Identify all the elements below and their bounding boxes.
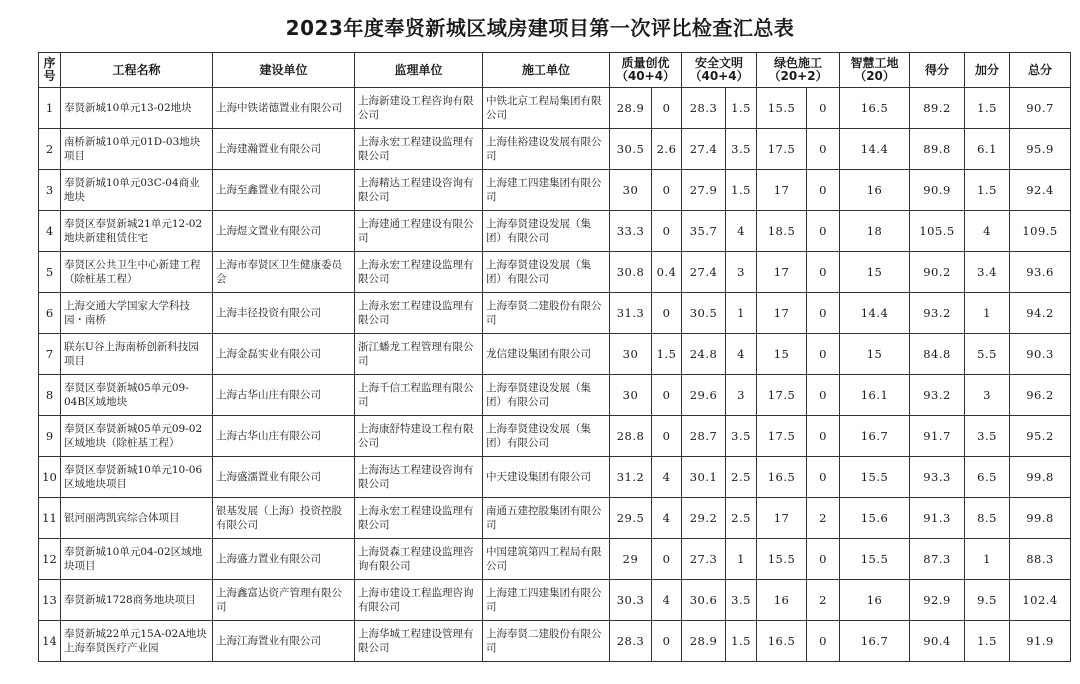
total-cell: 91.9 [1010, 621, 1071, 662]
builder-unit: 上海盛濡置业有限公司 [213, 457, 355, 498]
smart-site-score: 18 [840, 211, 910, 252]
table-row [39, 211, 1071, 252]
builder-unit: 上海古华山庄有限公司 [213, 416, 355, 457]
bonus-cell: 1.5 [965, 170, 1010, 211]
green-bonus: 0 [807, 129, 840, 170]
safety-score: 27.9 [682, 170, 726, 211]
quality-score: 30 [610, 334, 652, 375]
green-bonus: 0 [807, 375, 840, 416]
bonus-cell: 8.5 [965, 498, 1010, 539]
smart-site-score: 16.7 [840, 621, 910, 662]
row-index: 14 [39, 621, 61, 662]
score-cell: 90.2 [910, 252, 965, 293]
green-score: 15.5 [757, 539, 807, 580]
green-score: 17 [757, 252, 807, 293]
table-row [39, 621, 1071, 662]
supervisor-unit: 上海永宏工程建设监理有限公司 [355, 129, 483, 170]
project-name: 奉贤区公共卫生中心新建工程（除桩基工程） [61, 252, 213, 293]
green-score: 17.5 [757, 416, 807, 457]
project-name: 奉贤新城1728商务地块项目 [61, 580, 213, 621]
contractor-unit: 上海奉贤建设发展（集团）有限公司 [483, 375, 610, 416]
project-name: 上海交通大学国家大学科技园・南桥 [61, 293, 213, 334]
row-index: 8 [39, 375, 61, 416]
smart-site-score: 16.1 [840, 375, 910, 416]
total-cell: 95.2 [1010, 416, 1071, 457]
green-bonus: 0 [807, 416, 840, 457]
header-bonus: 加分 [965, 53, 1010, 88]
header-safety: 安全文明（40+4） [682, 53, 757, 88]
score-cell: 93.3 [910, 457, 965, 498]
green-score: 15.5 [757, 88, 807, 129]
project-name: 奉贤新城22单元15A-02A地块上海奉贤医疗产业园 [61, 621, 213, 662]
green-score: 16.5 [757, 621, 807, 662]
safety-bonus: 1 [726, 539, 757, 580]
quality-score: 28.3 [610, 621, 652, 662]
contractor-unit: 中铁北京工程局集团有限公司 [483, 88, 610, 129]
quality-score: 28.8 [610, 416, 652, 457]
page-title: 2023年度奉贤新城区域房建项目第一次评比检查汇总表 [285, 16, 795, 40]
total-cell: 95.9 [1010, 129, 1071, 170]
table-row [39, 334, 1071, 375]
builder-unit: 上海建瀚置业有限公司 [213, 129, 355, 170]
project-name: 奉贤新城10单元13-02地块 [61, 88, 213, 129]
quality-bonus: 1.5 [652, 334, 682, 375]
safety-bonus: 3.5 [726, 580, 757, 621]
project-name: 奉贤新城10单元04-02区域地块项目 [61, 539, 213, 580]
green-score: 16.5 [757, 457, 807, 498]
smart-site-score: 15.5 [840, 457, 910, 498]
score-cell: 90.9 [910, 170, 965, 211]
green-bonus: 0 [807, 621, 840, 662]
quality-bonus: 0.4 [652, 252, 682, 293]
table-row [39, 416, 1071, 457]
quality-bonus: 0 [652, 621, 682, 662]
quality-score: 30.8 [610, 252, 652, 293]
summary-table [38, 52, 1071, 662]
safety-bonus: 3 [726, 375, 757, 416]
total-cell: 94.2 [1010, 293, 1071, 334]
bonus-cell: 6.5 [965, 457, 1010, 498]
header-builder: 建设单位 [213, 53, 355, 88]
green-bonus: 2 [807, 580, 840, 621]
builder-unit: 上海中铁诺德置业有限公司 [213, 88, 355, 129]
bonus-cell: 1.5 [965, 621, 1010, 662]
supervisor-unit: 上海永宏工程建设监理有限公司 [355, 252, 483, 293]
row-index: 3 [39, 170, 61, 211]
quality-score: 30.5 [610, 129, 652, 170]
safety-score: 35.7 [682, 211, 726, 252]
quality-score: 33.3 [610, 211, 652, 252]
bonus-cell: 6.1 [965, 129, 1010, 170]
contractor-unit: 中天建设集团有限公司 [483, 457, 610, 498]
table-row [39, 129, 1071, 170]
safety-score: 27.4 [682, 129, 726, 170]
row-index: 13 [39, 580, 61, 621]
bonus-cell: 1.5 [965, 88, 1010, 129]
project-name: 奉贤新城10单元03C-04商业地块 [61, 170, 213, 211]
score-cell: 92.9 [910, 580, 965, 621]
quality-score: 29.5 [610, 498, 652, 539]
safety-bonus: 4 [726, 211, 757, 252]
quality-bonus: 0 [652, 170, 682, 211]
safety-score: 30.6 [682, 580, 726, 621]
score-cell: 91.3 [910, 498, 965, 539]
score-cell: 91.7 [910, 416, 965, 457]
safety-score: 28.9 [682, 621, 726, 662]
total-cell: 93.6 [1010, 252, 1071, 293]
contractor-unit: 上海奉贤二建股份有限公司 [483, 293, 610, 334]
green-bonus: 0 [807, 293, 840, 334]
supervisor-unit: 上海永宏工程建设监理有限公司 [355, 293, 483, 334]
safety-score: 24.8 [682, 334, 726, 375]
green-score: 17.5 [757, 129, 807, 170]
smart-site-score: 16.5 [840, 88, 910, 129]
smart-site-score: 16.7 [840, 416, 910, 457]
supervisor-unit: 上海新建设工程咨询有限公司 [355, 88, 483, 129]
quality-score: 30 [610, 375, 652, 416]
supervisor-unit: 上海精达工程建设咨询有限公司 [355, 170, 483, 211]
total-cell: 109.5 [1010, 211, 1071, 252]
green-score: 17 [757, 170, 807, 211]
quality-score: 29 [610, 539, 652, 580]
header-score: 得分 [910, 53, 965, 88]
contractor-unit: 上海奉贤建设发展（集团）有限公司 [483, 211, 610, 252]
header-row [39, 53, 1071, 88]
safety-bonus: 1.5 [726, 88, 757, 129]
supervisor-unit: 上海永宏工程建设监理有限公司 [355, 498, 483, 539]
green-bonus: 0 [807, 211, 840, 252]
supervisor-unit: 上海贤森工程建设监理咨询有限公司 [355, 539, 483, 580]
header-quality: 质量创优（40+4） [610, 53, 682, 88]
quality-score: 31.2 [610, 457, 652, 498]
project-name: 奉贤区奉贤新城05单元09-02区域地块（除桩基工程） [61, 416, 213, 457]
safety-bonus: 3.5 [726, 129, 757, 170]
safety-bonus: 2.5 [726, 457, 757, 498]
header-contractor: 施工单位 [483, 53, 610, 88]
quality-bonus: 0 [652, 88, 682, 129]
header-idx: 序号 [39, 53, 61, 88]
score-cell: 89.8 [910, 129, 965, 170]
green-bonus: 0 [807, 170, 840, 211]
row-index: 12 [39, 539, 61, 580]
quality-score: 30.3 [610, 580, 652, 621]
quality-score: 31.3 [610, 293, 652, 334]
score-cell: 93.2 [910, 293, 965, 334]
quality-bonus: 0 [652, 293, 682, 334]
project-name: 奉贤区奉贤新城05单元09-04B区域地块 [61, 375, 213, 416]
safety-bonus: 2.5 [726, 498, 757, 539]
table-row [39, 580, 1071, 621]
table-row [39, 293, 1071, 334]
project-name: 奉贤区奉贤新城21单元12-02地块新建租赁住宅 [61, 211, 213, 252]
table-row [39, 498, 1071, 539]
safety-score: 29.2 [682, 498, 726, 539]
builder-unit: 上海至鑫置业有限公司 [213, 170, 355, 211]
bonus-cell: 3 [965, 375, 1010, 416]
header-total: 总分 [1010, 53, 1071, 88]
safety-score: 29.6 [682, 375, 726, 416]
project-name: 联东U谷上海南桥创新科技园项目 [61, 334, 213, 375]
contractor-unit: 上海奉贤二建股份有限公司 [483, 621, 610, 662]
score-cell: 90.4 [910, 621, 965, 662]
safety-bonus: 4 [726, 334, 757, 375]
header-project: 工程名称 [61, 53, 213, 88]
builder-unit: 上海丰径投资有限公司 [213, 293, 355, 334]
quality-bonus: 0 [652, 416, 682, 457]
safety-score: 28.3 [682, 88, 726, 129]
builder-unit: 上海市奉贤区卫生健康委员会 [213, 252, 355, 293]
green-bonus: 2 [807, 498, 840, 539]
row-index: 4 [39, 211, 61, 252]
smart-site-score: 16 [840, 170, 910, 211]
table-row [39, 539, 1071, 580]
safety-bonus: 3.5 [726, 416, 757, 457]
bonus-cell: 1 [965, 293, 1010, 334]
green-score: 18.5 [757, 211, 807, 252]
supervisor-unit: 上海市建设工程监理咨询有限公司 [355, 580, 483, 621]
total-cell: 92.4 [1010, 170, 1071, 211]
supervisor-unit: 上海建通工程建设有限公司 [355, 211, 483, 252]
contractor-unit: 上海建工四建集团有限公司 [483, 170, 610, 211]
project-name: 银河丽湾凯宾综合体项目 [61, 498, 213, 539]
builder-unit: 上海盛力置业有限公司 [213, 539, 355, 580]
total-cell: 99.8 [1010, 498, 1071, 539]
green-bonus: 0 [807, 334, 840, 375]
row-index: 10 [39, 457, 61, 498]
bonus-cell: 9.5 [965, 580, 1010, 621]
project-name: 南桥新城10单元01D-03地块项目 [61, 129, 213, 170]
safety-score: 27.3 [682, 539, 726, 580]
safety-score: 30.1 [682, 457, 726, 498]
total-cell: 90.7 [1010, 88, 1071, 129]
quality-bonus: 0 [652, 539, 682, 580]
quality-bonus: 0 [652, 211, 682, 252]
builder-unit: 上海古华山庄有限公司 [213, 375, 355, 416]
total-cell: 88.3 [1010, 539, 1071, 580]
row-index: 5 [39, 252, 61, 293]
safety-score: 27.4 [682, 252, 726, 293]
safety-score: 30.5 [682, 293, 726, 334]
green-bonus: 0 [807, 252, 840, 293]
builder-unit: 上海煜文置业有限公司 [213, 211, 355, 252]
smart-site-score: 15.6 [840, 498, 910, 539]
score-cell: 84.8 [910, 334, 965, 375]
contractor-unit: 南通五建控股集团有限公司 [483, 498, 610, 539]
bonus-cell: 3.4 [965, 252, 1010, 293]
green-bonus: 0 [807, 457, 840, 498]
green-bonus: 0 [807, 539, 840, 580]
builder-unit: 上海江海置业有限公司 [213, 621, 355, 662]
row-index: 11 [39, 498, 61, 539]
contractor-unit: 龙信建设集团有限公司 [483, 334, 610, 375]
quality-score: 28.9 [610, 88, 652, 129]
green-score: 16 [757, 580, 807, 621]
smart-site-score: 14.4 [840, 293, 910, 334]
quality-bonus: 2.6 [652, 129, 682, 170]
smart-site-score: 15 [840, 334, 910, 375]
supervisor-unit: 上海康舒特建设工程有限公司 [355, 416, 483, 457]
table-row [39, 88, 1071, 129]
green-score: 17 [757, 498, 807, 539]
contractor-unit: 中国建筑第四工程局有限公司 [483, 539, 610, 580]
quality-bonus: 4 [652, 457, 682, 498]
supervisor-unit: 上海海达工程建设咨询有限公司 [355, 457, 483, 498]
total-cell: 90.3 [1010, 334, 1071, 375]
contractor-unit: 上海奉贤建设发展（集团）有限公司 [483, 416, 610, 457]
builder-unit: 银基发展（上海）投资控股有限公司 [213, 498, 355, 539]
score-cell: 87.3 [910, 539, 965, 580]
smart-site-score: 15 [840, 252, 910, 293]
quality-score: 30 [610, 170, 652, 211]
table-row [39, 457, 1071, 498]
row-index: 9 [39, 416, 61, 457]
table-body [39, 88, 1071, 662]
quality-bonus: 0 [652, 375, 682, 416]
safety-bonus: 1 [726, 293, 757, 334]
quality-bonus: 4 [652, 580, 682, 621]
contractor-unit: 上海佳裕建设发展有限公司 [483, 129, 610, 170]
smart-site-score: 16 [840, 580, 910, 621]
table-row [39, 375, 1071, 416]
contractor-unit: 上海建工四建集团有限公司 [483, 580, 610, 621]
table-row [39, 170, 1071, 211]
safety-bonus: 3 [726, 252, 757, 293]
score-cell: 93.2 [910, 375, 965, 416]
header-supervisor: 监理单位 [355, 53, 483, 88]
safety-bonus: 1.5 [726, 621, 757, 662]
total-cell: 99.8 [1010, 457, 1071, 498]
green-bonus: 0 [807, 88, 840, 129]
builder-unit: 上海鑫富达资产管理有限公司 [213, 580, 355, 621]
quality-bonus: 4 [652, 498, 682, 539]
contractor-unit: 上海奉贤建设发展（集团）有限公司 [483, 252, 610, 293]
row-index: 7 [39, 334, 61, 375]
row-index: 1 [39, 88, 61, 129]
score-cell: 105.5 [910, 211, 965, 252]
green-score: 17.5 [757, 375, 807, 416]
supervisor-unit: 浙江蟠龙工程管理有限公司 [355, 334, 483, 375]
smart-site-score: 14.4 [840, 129, 910, 170]
green-score: 17 [757, 293, 807, 334]
row-index: 2 [39, 129, 61, 170]
header-smart: 智慧工地（20） [840, 53, 910, 88]
smart-site-score: 15.5 [840, 539, 910, 580]
table-row [39, 252, 1071, 293]
safety-score: 28.7 [682, 416, 726, 457]
bonus-cell: 5.5 [965, 334, 1010, 375]
supervisor-unit: 上海千信工程监理有限公司 [355, 375, 483, 416]
builder-unit: 上海金磊实业有限公司 [213, 334, 355, 375]
bonus-cell: 3.5 [965, 416, 1010, 457]
green-score: 15 [757, 334, 807, 375]
row-index: 6 [39, 293, 61, 334]
total-cell: 96.2 [1010, 375, 1071, 416]
score-cell: 89.2 [910, 88, 965, 129]
header-green: 绿色施工（20+2） [757, 53, 840, 88]
project-name: 奉贤区奉贤新城10单元10-06区域地块项目 [61, 457, 213, 498]
supervisor-unit: 上海华城工程建设管理有限公司 [355, 621, 483, 662]
bonus-cell: 4 [965, 211, 1010, 252]
safety-bonus: 1.5 [726, 170, 757, 211]
bonus-cell: 1 [965, 539, 1010, 580]
total-cell: 102.4 [1010, 580, 1071, 621]
